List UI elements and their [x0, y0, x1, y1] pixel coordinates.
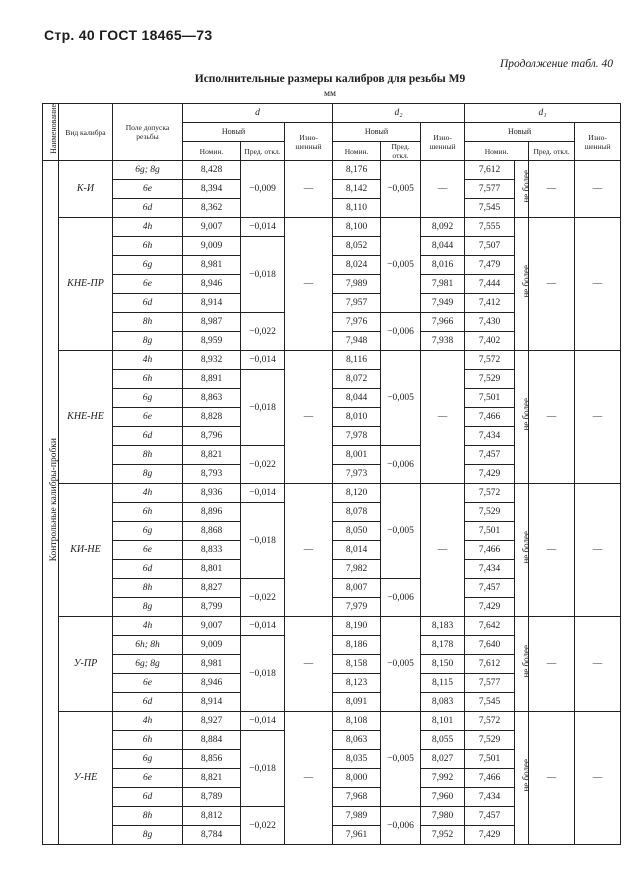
table-row: Контрольные калибры-пробки К-И 6g; 8g 8,428 −0,009 — 8,176 −0,005 — 7,612 не более — —	[43, 161, 621, 180]
table-row: 6d 8,914 8,091 8,083 7,545	[43, 693, 621, 712]
table-row: КНЕ-ПР 4h 9,007 −0,014 — 8,100 −0,005 8,092 7,555 не более — —	[43, 218, 621, 237]
header-d-nominal: Номин.	[183, 142, 241, 161]
table-row: 6h 8,884 −0,018 8,063 8,055 7,529	[43, 731, 621, 750]
header-d2-nominal: Номин.	[333, 142, 381, 161]
table-row: 6g 8,863 8,044 7,501	[43, 389, 621, 408]
table-title: Исполнительные размеры калибров для резьбы М9	[194, 73, 466, 85]
table-row: 6g; 8g 8,981 8,158 8,150 7,612	[43, 655, 621, 674]
header-d2-worn: Изно- шенный	[421, 123, 465, 161]
header-d1: d₁	[465, 104, 621, 123]
table-row: 6h 9,009 −0,018 8,052 8,044 7,507	[43, 237, 621, 256]
table-row: У-ПР 4h 9,007 −0,014 — 8,190 −0,005 8,183 7,642 не более — —	[43, 617, 621, 636]
header-d: d	[183, 104, 333, 123]
table-row: 6e 8,828 8,010 7,466	[43, 408, 621, 427]
table-row: 6h 8,891 −0,018 8,072 7,529	[43, 370, 621, 389]
table-row: 6d 8,914 7,957 7,949 7,412	[43, 294, 621, 313]
not-more-note: не более	[515, 712, 529, 845]
not-more-note: не более	[515, 351, 529, 484]
header-d2-limit: Пред. откл.	[381, 142, 421, 161]
not-more-note: не более	[515, 218, 529, 351]
table-row: 6e 8,946 7,989 7,981 7,444	[43, 275, 621, 294]
gauge-type: КНЕ-НЕ	[59, 351, 113, 484]
table-row: 8h 8,987 −0,022 7,976 −0,006 7,966 7,430	[43, 313, 621, 332]
table-row: 6d 8,796 7,978 7,434	[43, 427, 621, 446]
not-more-note: не более	[515, 484, 529, 617]
header-thread-tolerance: Поле допуска резьбы	[113, 104, 183, 161]
header-d2: d₂	[333, 104, 465, 123]
table-row: 8g 8,793 7,973 7,429	[43, 465, 621, 484]
table-row: 8g 8,799 7,979 7,429	[43, 598, 621, 617]
header-d-worn: Изно- шенный	[285, 123, 333, 161]
gauge-type: КНЕ-ПР	[59, 218, 113, 351]
header-name: Наименование	[43, 104, 59, 161]
gauge-type: У-НЕ	[59, 712, 113, 845]
header-d1-worn: Изно- шенный	[575, 123, 621, 161]
table-row: КНЕ-НЕ 4h 8,932 −0,014 — 8,116 −0,005 — 7,572 не более — —	[43, 351, 621, 370]
header-d1-nominal: Номин.	[465, 142, 529, 161]
table-row: 6d 8,789 7,968 7,960 7,434	[43, 788, 621, 807]
gauge-type: У-ПР	[59, 617, 113, 712]
table-row: 6e 8,833 8,014 7,466	[43, 541, 621, 560]
gauge-type: КИ-НЕ	[59, 484, 113, 617]
table-row: 6e 8,821 8,000 7,992 7,466	[43, 769, 621, 788]
not-more-note: не более	[515, 617, 529, 712]
gauge-dimensions-table	[42, 103, 621, 845]
page-header: Стр. 40 ГОСТ 18465—73	[44, 27, 213, 43]
table-row: 8h 8,827 −0,022 8,007 −0,006 7,457	[43, 579, 621, 598]
table-row: 8h 8,812 −0,022 7,989 −0,006 7,980 7,457	[43, 807, 621, 826]
table-units: мм	[323, 89, 337, 99]
table-row: 6h; 8h 9,009 −0,018 8,186 8,178 7,640	[43, 636, 621, 655]
table-row: 6h 8,896 −0,018 8,078 7,529	[43, 503, 621, 522]
table-row: 6d 8,362 8,110 7,545	[43, 199, 621, 218]
table-row: 6g 8,856 8,035 8,027 7,501	[43, 750, 621, 769]
table-row: 6g 8,981 8,024 8,016 7,479	[43, 256, 621, 275]
gauge-type: К-И	[59, 161, 113, 218]
header-d2-new: Новый	[333, 123, 421, 142]
table-row: 8h 8,821 −0,022 8,001 −0,006 7,457	[43, 446, 621, 465]
table-row: 6e 8,394 8,142 7,577	[43, 180, 621, 199]
not-more-note: не более	[515, 161, 529, 218]
table-row: 8g 8,784 7,961 7,952 7,429	[43, 826, 621, 845]
header-d-limit: Пред. откл.	[241, 142, 285, 161]
table-row: КИ-НЕ 4h 8,936 −0,014 — 8,120 −0,005 — 7,572 не более — —	[43, 484, 621, 503]
table-row: У-НЕ 4h 8,927 −0,014 — 8,108 −0,005 8,101 7,572 не более — —	[43, 712, 621, 731]
header-d1-new: Новый	[465, 123, 575, 142]
group-label: Контрольные калибры-пробки	[43, 161, 59, 845]
table-row: 6g 8,868 8,050 7,501	[43, 522, 621, 541]
header-d-new: Новый	[183, 123, 285, 142]
header-d1-limit: Пред. откл.	[529, 142, 575, 161]
table-row: 6e 8,946 8,123 8,115 7,577	[43, 674, 621, 693]
table-continuation-note: Продолжение табл. 40	[500, 58, 613, 70]
table-row: 8g 8,959 7,948 7,938 7,402	[43, 332, 621, 351]
table-row: 6d 8,801 7,982 7,434	[43, 560, 621, 579]
header-gauge-type: Вид калибра	[59, 104, 113, 161]
